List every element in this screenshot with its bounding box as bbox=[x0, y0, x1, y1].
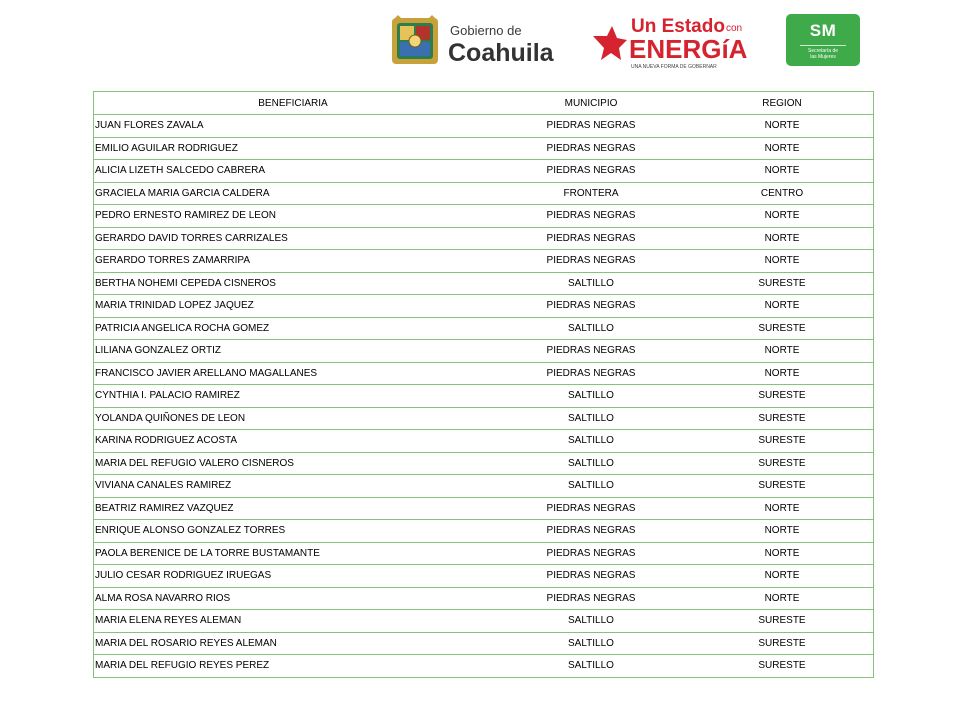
beneficiary-table bbox=[93, 91, 874, 678]
table-row bbox=[94, 295, 874, 318]
cell-beneficiaria: MARIA DEL ROSARIO REYES ALEMAN bbox=[94, 632, 492, 655]
cell-region: NORTE bbox=[691, 362, 874, 385]
cell-beneficiaria: PEDRO ERNESTO RAMIREZ DE LEON bbox=[94, 205, 492, 228]
cell-beneficiaria: ALMA ROSA NAVARRO RIOS bbox=[94, 587, 492, 610]
cell-municipio: SALTILLO bbox=[491, 632, 691, 655]
logo3-line2: las Mujeres bbox=[810, 54, 836, 60]
cell-region: NORTE bbox=[691, 295, 874, 318]
column-header-region: REGION bbox=[691, 92, 874, 115]
coahuila-coat-of-arms-icon bbox=[392, 15, 438, 64]
cell-region: NORTE bbox=[691, 340, 874, 363]
cell-region: SURESTE bbox=[691, 430, 874, 453]
cell-beneficiaria: FRANCISCO JAVIER ARELLANO MAGALLANES bbox=[94, 362, 492, 385]
estado-energia-logo bbox=[593, 12, 763, 72]
cell-municipio: PIEDRAS NEGRAS bbox=[491, 565, 691, 588]
cell-beneficiaria: ENRIQUE ALONSO GONZALEZ TORRES bbox=[94, 520, 492, 543]
logo3-abbr: SM bbox=[809, 21, 837, 40]
cell-beneficiaria: JUAN FLORES ZAVALA bbox=[94, 115, 492, 138]
cell-municipio: PIEDRAS NEGRAS bbox=[491, 227, 691, 250]
cell-region: NORTE bbox=[691, 520, 874, 543]
table-row bbox=[94, 610, 874, 633]
cell-region: NORTE bbox=[691, 250, 874, 273]
cell-municipio: SALTILLO bbox=[491, 385, 691, 408]
cell-beneficiaria: MARIA DEL REFUGIO VALERO CISNEROS bbox=[94, 452, 492, 475]
cell-beneficiaria: EMILIO AGUILAR RODRIGUEZ bbox=[94, 137, 492, 160]
table-row bbox=[94, 137, 874, 160]
cell-municipio: PIEDRAS NEGRAS bbox=[491, 115, 691, 138]
cell-region: SURESTE bbox=[691, 452, 874, 475]
table-row bbox=[94, 497, 874, 520]
cell-region: CENTRO bbox=[691, 182, 874, 205]
table-row bbox=[94, 475, 874, 498]
cell-municipio: SALTILLO bbox=[491, 475, 691, 498]
cell-region: SURESTE bbox=[691, 385, 874, 408]
table-row bbox=[94, 542, 874, 565]
cell-beneficiaria: VIVIANA CANALES RAMIREZ bbox=[94, 475, 492, 498]
cell-region: NORTE bbox=[691, 137, 874, 160]
cell-region: SURESTE bbox=[691, 272, 874, 295]
cell-region: NORTE bbox=[691, 587, 874, 610]
cell-beneficiaria: BERTHA NOHEMI CEPEDA CISNEROS bbox=[94, 272, 492, 295]
logo2-tagline: UNA NUEVA FORMA DE GOBERNAR bbox=[631, 64, 717, 70]
cell-beneficiaria: JULIO CESAR RODRIGUEZ IRUEGAS bbox=[94, 565, 492, 588]
table-row bbox=[94, 182, 874, 205]
cell-beneficiaria: GERARDO TORRES ZAMARRIPA bbox=[94, 250, 492, 273]
cell-municipio: SALTILLO bbox=[491, 655, 691, 678]
cell-region: NORTE bbox=[691, 160, 874, 183]
table-row bbox=[94, 250, 874, 273]
cell-municipio: FRONTERA bbox=[491, 182, 691, 205]
logo2-line2: ENERGíA bbox=[629, 34, 748, 64]
cell-municipio: SALTILLO bbox=[491, 430, 691, 453]
cell-beneficiaria: KARINA RODRIGUEZ ACOSTA bbox=[94, 430, 492, 453]
cell-region: NORTE bbox=[691, 542, 874, 565]
cell-beneficiaria: PATRICIA ANGELICA ROCHA GOMEZ bbox=[94, 317, 492, 340]
cell-municipio: SALTILLO bbox=[491, 452, 691, 475]
cell-municipio: SALTILLO bbox=[491, 272, 691, 295]
table-row bbox=[94, 407, 874, 430]
gobierno-coahuila-logo bbox=[388, 13, 573, 69]
secretaria-mujeres-logo bbox=[786, 14, 860, 66]
table-row bbox=[94, 340, 874, 363]
table-body bbox=[94, 115, 874, 678]
cell-municipio: PIEDRAS NEGRAS bbox=[491, 137, 691, 160]
cell-region: NORTE bbox=[691, 115, 874, 138]
table-row bbox=[94, 317, 874, 340]
cell-municipio: SALTILLO bbox=[491, 317, 691, 340]
cell-region: SURESTE bbox=[691, 475, 874, 498]
column-header-municipio: MUNICIPIO bbox=[491, 92, 691, 115]
logo3-line1: Secretaría de bbox=[807, 48, 839, 54]
cell-municipio: PIEDRAS NEGRAS bbox=[491, 497, 691, 520]
table-row bbox=[94, 160, 874, 183]
cell-beneficiaria: LILIANA GONZALEZ ORTIZ bbox=[94, 340, 492, 363]
table-row bbox=[94, 227, 874, 250]
table-row bbox=[94, 115, 874, 138]
table-header-row bbox=[94, 92, 874, 115]
cell-beneficiaria: MARIA DEL REFUGIO REYES PEREZ bbox=[94, 655, 492, 678]
cell-municipio: PIEDRAS NEGRAS bbox=[491, 295, 691, 318]
logo2-line1b: con bbox=[726, 23, 743, 34]
cell-beneficiaria: ALICIA LIZETH SALCEDO CABRERA bbox=[94, 160, 492, 183]
cell-municipio: PIEDRAS NEGRAS bbox=[491, 542, 691, 565]
table-row bbox=[94, 272, 874, 295]
logo1-line2: Coahuila bbox=[448, 39, 554, 67]
cell-region: SURESTE bbox=[691, 407, 874, 430]
logo3-divider bbox=[800, 45, 846, 46]
cell-region: NORTE bbox=[691, 497, 874, 520]
table-row bbox=[94, 632, 874, 655]
cell-beneficiaria: GERARDO DAVID TORRES CARRIZALES bbox=[94, 227, 492, 250]
cell-municipio: PIEDRAS NEGRAS bbox=[491, 362, 691, 385]
column-header-beneficiaria: BENEFICIARIA bbox=[94, 92, 492, 115]
cell-region: NORTE bbox=[691, 227, 874, 250]
cell-municipio: PIEDRAS NEGRAS bbox=[491, 340, 691, 363]
cell-beneficiaria: MARIA ELENA REYES ALEMAN bbox=[94, 610, 492, 633]
cell-municipio: PIEDRAS NEGRAS bbox=[491, 205, 691, 228]
cell-region: NORTE bbox=[691, 565, 874, 588]
cell-municipio: PIEDRAS NEGRAS bbox=[491, 587, 691, 610]
table-row bbox=[94, 655, 874, 678]
cell-region: SURESTE bbox=[691, 632, 874, 655]
header-logos bbox=[388, 10, 868, 72]
cell-beneficiaria: MARIA TRINIDAD LOPEZ JAQUEZ bbox=[94, 295, 492, 318]
red-star-icon bbox=[593, 26, 627, 60]
cell-region: SURESTE bbox=[691, 317, 874, 340]
cell-beneficiaria: CYNTHIA I. PALACIO RAMIREZ bbox=[94, 385, 492, 408]
cell-region: NORTE bbox=[691, 205, 874, 228]
table-row bbox=[94, 520, 874, 543]
cell-region: SURESTE bbox=[691, 655, 874, 678]
table-row bbox=[94, 565, 874, 588]
table-row bbox=[94, 452, 874, 475]
cell-municipio: PIEDRAS NEGRAS bbox=[491, 520, 691, 543]
cell-beneficiaria: GRACIELA MARIA GARCIA CALDERA bbox=[94, 182, 492, 205]
cell-municipio: SALTILLO bbox=[491, 407, 691, 430]
table-row bbox=[94, 385, 874, 408]
logo2-line1: Un Estado bbox=[631, 16, 725, 37]
cell-beneficiaria: YOLANDA QUIÑONES DE LEON bbox=[94, 407, 492, 430]
logo1-line1: Gobierno de bbox=[450, 23, 522, 38]
cell-region: SURESTE bbox=[691, 610, 874, 633]
cell-beneficiaria: BEATRIZ RAMIREZ VAZQUEZ bbox=[94, 497, 492, 520]
cell-municipio: PIEDRAS NEGRAS bbox=[491, 160, 691, 183]
cell-municipio: PIEDRAS NEGRAS bbox=[491, 250, 691, 273]
table-row bbox=[94, 430, 874, 453]
table-row bbox=[94, 587, 874, 610]
cell-municipio: SALTILLO bbox=[491, 610, 691, 633]
table-row bbox=[94, 205, 874, 228]
table-row bbox=[94, 362, 874, 385]
cell-beneficiaria: PAOLA BERENICE DE LA TORRE BUSTAMANTE bbox=[94, 542, 492, 565]
